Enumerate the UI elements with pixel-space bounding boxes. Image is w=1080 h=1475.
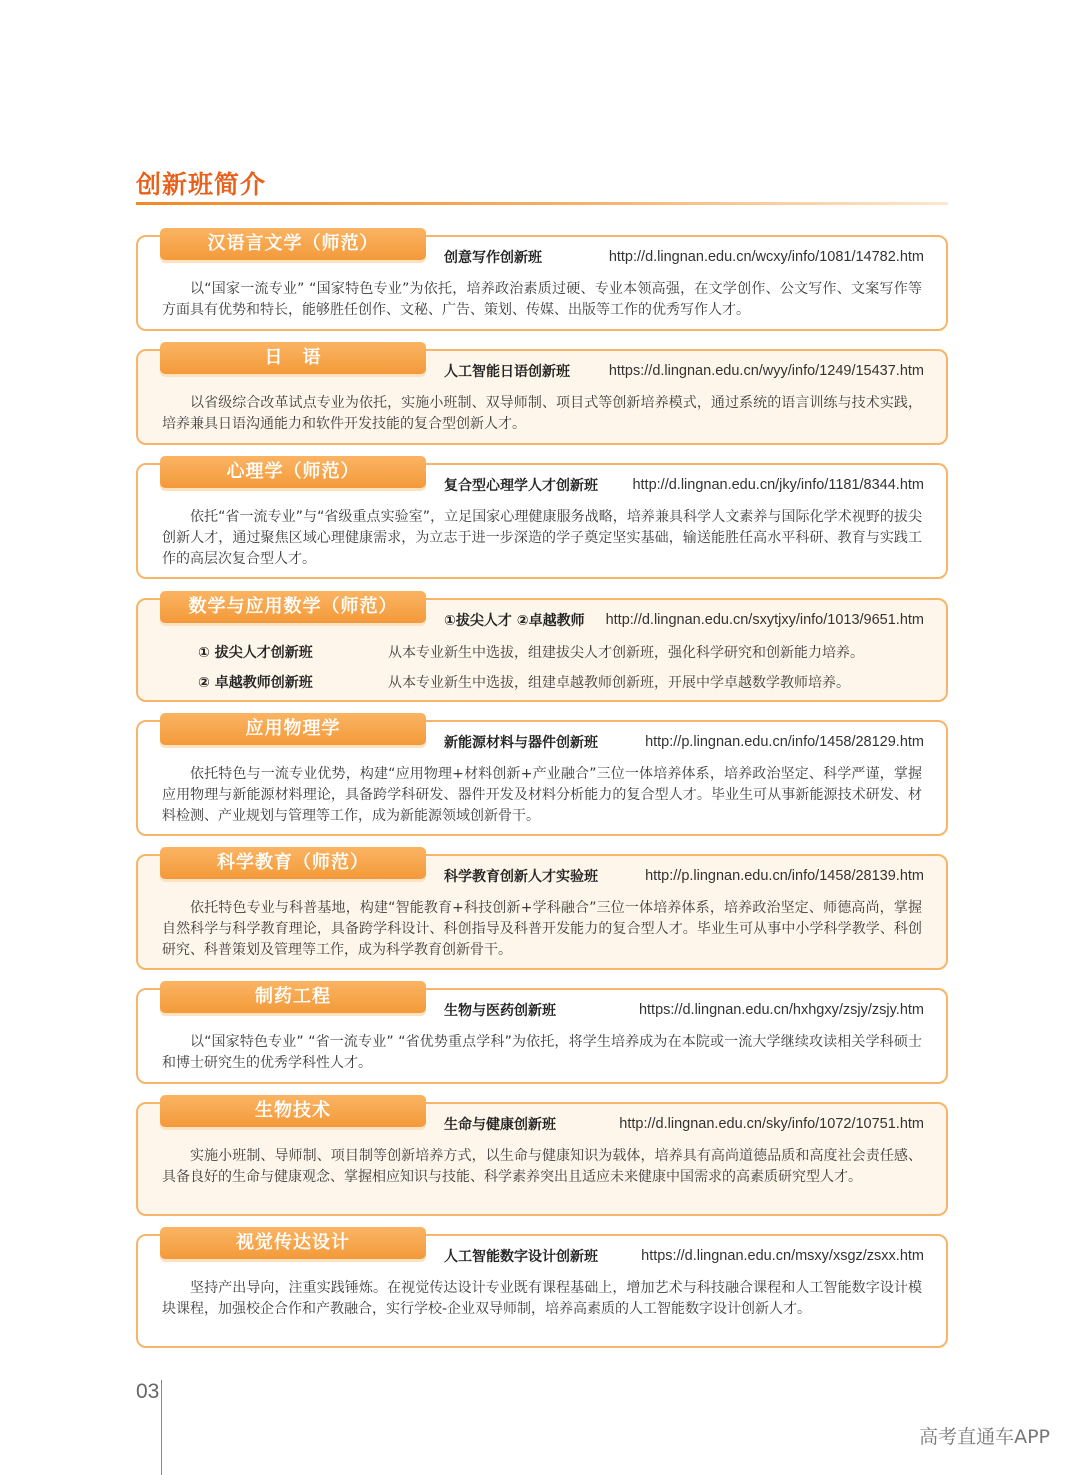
program-description: 依托特色与一流专业优势，构建“应用物理+材料创新+产业融合”三位一体培养体系，培养政治坚定、科学严谨，掌握应用物理与新能源材料理论，具备跨学科研发、器件开发及材料分析能力的复合型人才。毕业生可从事新能源技术研发、材料检测、产业规划与管理等工作，成为新能源领域创新骨干。	[162, 766, 922, 824]
class-name: 科学教育创新人才实验班	[444, 869, 598, 885]
class-name: 人工智能数字设计创新班	[444, 1249, 598, 1265]
program-card-mathematics	[136, 598, 948, 702]
program-url-link[interactable]: http://d.lingnan.edu.cn/wcxy/info/1081/14782.htm	[608, 249, 924, 265]
program-tab: 应用物理学	[160, 713, 426, 745]
program-url-link[interactable]: https://d.lingnan.edu.cn/hxhgxy/zsjy/zsjy.htm	[638, 1002, 924, 1018]
program-card-pharmaceutical-engineering	[136, 988, 948, 1084]
program-description: 实施小班制、导师制、项目制等创新培养方式，以生命与健康知识为载体，培养具有高尚道德品质和高度社会责任感、具备良好的生命与健康观念、掌握相应知识与技能、科学素养突出且适应未来健康中国需求的高素质研究型人才。	[162, 1148, 922, 1185]
class-name: 生物与医药创新班	[444, 1003, 556, 1019]
program-description: 依托特色专业与科普基地，构建“智能教育+科技创新+学科融合”三位一体培养体系，培养政治坚定、师德高尚，掌握自然科学与科学教育理论，具备跨学科设计、科创指导及科普开发能力的复合型人才。毕业生可从事中小学科学教学、科创研究、科普策划及管理等工作，成为科学教育创新骨干。	[162, 900, 922, 958]
program-tab: 生物技术	[160, 1095, 426, 1127]
card-header	[444, 1000, 924, 1020]
math-class-name: ② 卓越教师创新班	[198, 675, 313, 691]
page-divider	[161, 1380, 162, 1475]
class-name: ①拔尖人才 ②卓越教师	[444, 613, 585, 629]
program-card-biotechnology	[136, 1102, 948, 1216]
program-url-link[interactable]: http://p.lingnan.edu.cn/info/1458/28129.htm	[645, 734, 924, 750]
class-name: 生命与健康创新班	[444, 1117, 556, 1133]
program-url-link[interactable]: http://d.lingnan.edu.cn/jky/info/1181/8344.htm	[632, 477, 924, 493]
class-name: 创意写作创新班	[444, 250, 542, 266]
program-url-link[interactable]: https://d.lingnan.edu.cn/msxy/xsgz/zsxx.htm	[641, 1248, 924, 1264]
program-description: 依托“省一流专业”与“省级重点实验室”，立足国家心理健康服务战略，培养兼具科学人文素养与国际化学术视野的拔尖创新人才，通过聚焦区域心理健康需求，为立志于进一步深造的学子奠定坚实基础，输送能胜任高水平科研、教育与实践工作的高层次复合型人才。	[162, 509, 922, 567]
program-url-link[interactable]: http://d.lingnan.edu.cn/sky/info/1072/10751.htm	[619, 1116, 924, 1132]
program-card-applied-physics	[136, 720, 948, 836]
watermark: 高考直通车APP	[919, 1426, 1050, 1448]
program-description: 以“国家特色专业” “省一流专业” “省优势重点学科”为依托，将学生培养成为在本院或一流大学继续攻读相关学科硕士和博士研究生的优秀学科性人才。	[162, 1034, 922, 1071]
program-card-psychology	[136, 463, 948, 579]
card-header	[444, 247, 924, 267]
program-url-link[interactable]: http://d.lingnan.edu.cn/sxytjxy/info/1013/9651.htm	[605, 612, 924, 628]
program-description: 坚持产出导向，注重实践锤炼。在视觉传达设计专业既有课程基础上，增加艺术与科技融合课程和人工智能数字设计模块课程，加强校企合作和产教融合，实行学校-企业双导师制，培养高素质的人工智能数字设计创新人才。	[162, 1280, 922, 1317]
program-tab: 日 语	[160, 342, 426, 374]
math-class-name: ① 拔尖人才创新班	[198, 645, 313, 661]
card-header	[444, 1114, 924, 1134]
program-tab: 制药工程	[160, 981, 426, 1013]
program-tab: 数学与应用数学（师范）	[160, 591, 426, 623]
card-header	[444, 1246, 924, 1266]
page-number: 03	[136, 1380, 160, 1403]
program-tab: 视觉传达设计	[160, 1227, 426, 1259]
math-class-row	[198, 642, 922, 662]
program-card-chinese-literature	[136, 235, 948, 331]
card-header	[444, 866, 924, 886]
card-header	[444, 475, 924, 495]
class-name: 复合型心理学人才创新班	[444, 478, 598, 494]
class-name: 新能源材料与器件创新班	[444, 735, 598, 751]
section-title: 创新班简介	[136, 170, 267, 199]
program-tab: 心理学（师范）	[160, 456, 426, 488]
program-card-science-education	[136, 854, 948, 970]
program-url-link[interactable]: https://d.lingnan.edu.cn/wyy/info/1249/15437.htm	[608, 363, 924, 379]
math-class-text: 从本专业新生中选拔，组建卓越教师创新班，开展中学卓越数学教师培养。	[388, 675, 850, 691]
program-description: 以省级综合改革试点专业为依托，实施小班制、双导师制、项目式等创新培养模式，通过系统的语言训练与技术实践，培养兼具日语沟通能力和软件开发技能的复合型创新人才。	[162, 395, 922, 432]
program-card-japanese	[136, 349, 948, 445]
program-url-link[interactable]: http://p.lingnan.edu.cn/info/1458/28139.htm	[645, 868, 924, 884]
card-header	[444, 361, 924, 381]
program-tab: 科学教育（师范）	[160, 847, 426, 879]
card-header	[444, 732, 924, 752]
program-tab: 汉语言文学（师范）	[160, 228, 426, 260]
math-class-row	[198, 672, 922, 692]
class-name: 人工智能日语创新班	[444, 364, 570, 380]
card-header	[444, 610, 924, 630]
math-class-text: 从本专业新生中选拔，组建拔尖人才创新班，强化科学研究和创新能力培养。	[388, 645, 864, 661]
program-description: 以“国家一流专业” “国家特色专业”为依托，培养政治素质过硬、专业本领高强，在文学创作、公文写作、文案写作等方面具有优势和特长，能够胜任创作、文秘、广告、策划、传媒、出版等工作的优秀写作人才。	[162, 281, 922, 318]
title-rule	[136, 202, 948, 205]
program-card-visual-communication	[136, 1234, 948, 1348]
